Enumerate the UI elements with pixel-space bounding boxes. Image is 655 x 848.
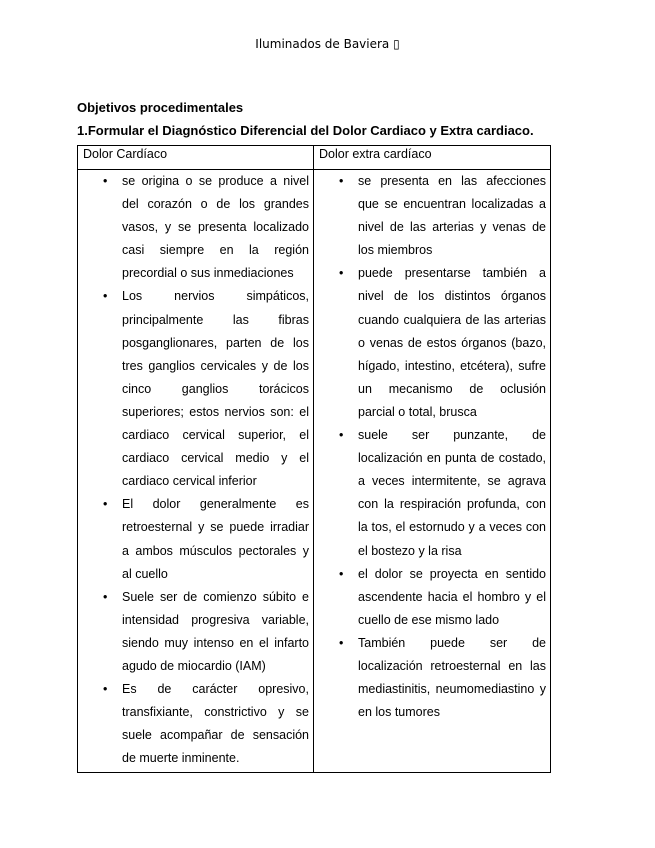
extra-cardiac-column bbox=[314, 170, 551, 773]
header-dolor-cardiaco: Dolor Cardíaco bbox=[78, 146, 314, 170]
extra-cardiac-list bbox=[314, 170, 546, 724]
list-item: • el dolor se proyecta en sentido ascendente hacia el hombro y el cuello de ese mismo lado bbox=[314, 563, 546, 632]
list-item: • puede presentarse también a nivel de los distintos órganos cuando cualquiera de las arterias o venas de estos órganos (bazo, hígado, intestino, etcétera), sufre un mecanismo de oclusión parcial o total, brusca bbox=[314, 262, 546, 424]
list-item: • se origina o se produce a nivel del corazón o de los grandes vasos, y se presenta localizado casi siempre en la región precordial o sus inmediaciones bbox=[78, 170, 309, 285]
list-item: • Los nervios simpáticos, principalmente las fibras posganglionares, parten de los tres ganglios cervicales y de los cinco ganglios torácicos superiores; estos nervios son: el cardiaco cervical superior, el cardiaco cervical medio y el cardiaco cervical inferior bbox=[78, 285, 309, 493]
table-header-row bbox=[78, 146, 551, 170]
table-body-row bbox=[78, 170, 551, 773]
list-item: • se presenta en las afecciones que se encuentran localizadas a nivel de las arterias y venas de los miembros bbox=[314, 170, 546, 262]
header-dolor-extra-cardiaco: Dolor extra cardíaco bbox=[314, 146, 551, 170]
differential-table bbox=[77, 145, 551, 773]
page-header: Iluminados de Baviera ▯ bbox=[255, 37, 400, 51]
subtitle: 1.Formular el Diagnóstico Diferencial del Dolor Cardiaco y Extra cardiaco. bbox=[77, 123, 534, 138]
list-item: • El dolor generalmente es retroesternal y se puede irradiar a ambos músculos pectorales y al cuello bbox=[78, 493, 309, 585]
list-item: • Es de carácter opresivo, transfixiante, constrictivo y se suele acompañar de sensación de muerte inminente. bbox=[78, 678, 309, 770]
list-item: • Suele ser de comienzo súbito e intensidad progresiva variable, siendo muy intenso en el infarto agudo de miocardio (IAM) bbox=[78, 586, 309, 678]
cardiac-column bbox=[78, 170, 314, 773]
cardiac-list bbox=[78, 170, 309, 770]
list-item: • suele ser punzante, de localización en punta de costado, a veces intermitente, se agrava con la respiración profunda, con la tos, el estornudo y a veces con el bostezo y la risa bbox=[314, 424, 546, 563]
list-item: • También puede ser de localización retroesternal en las mediastinitis, neumomediastino y en los tumores bbox=[314, 632, 546, 724]
section-title: Objetivos procedimentales bbox=[77, 100, 244, 115]
